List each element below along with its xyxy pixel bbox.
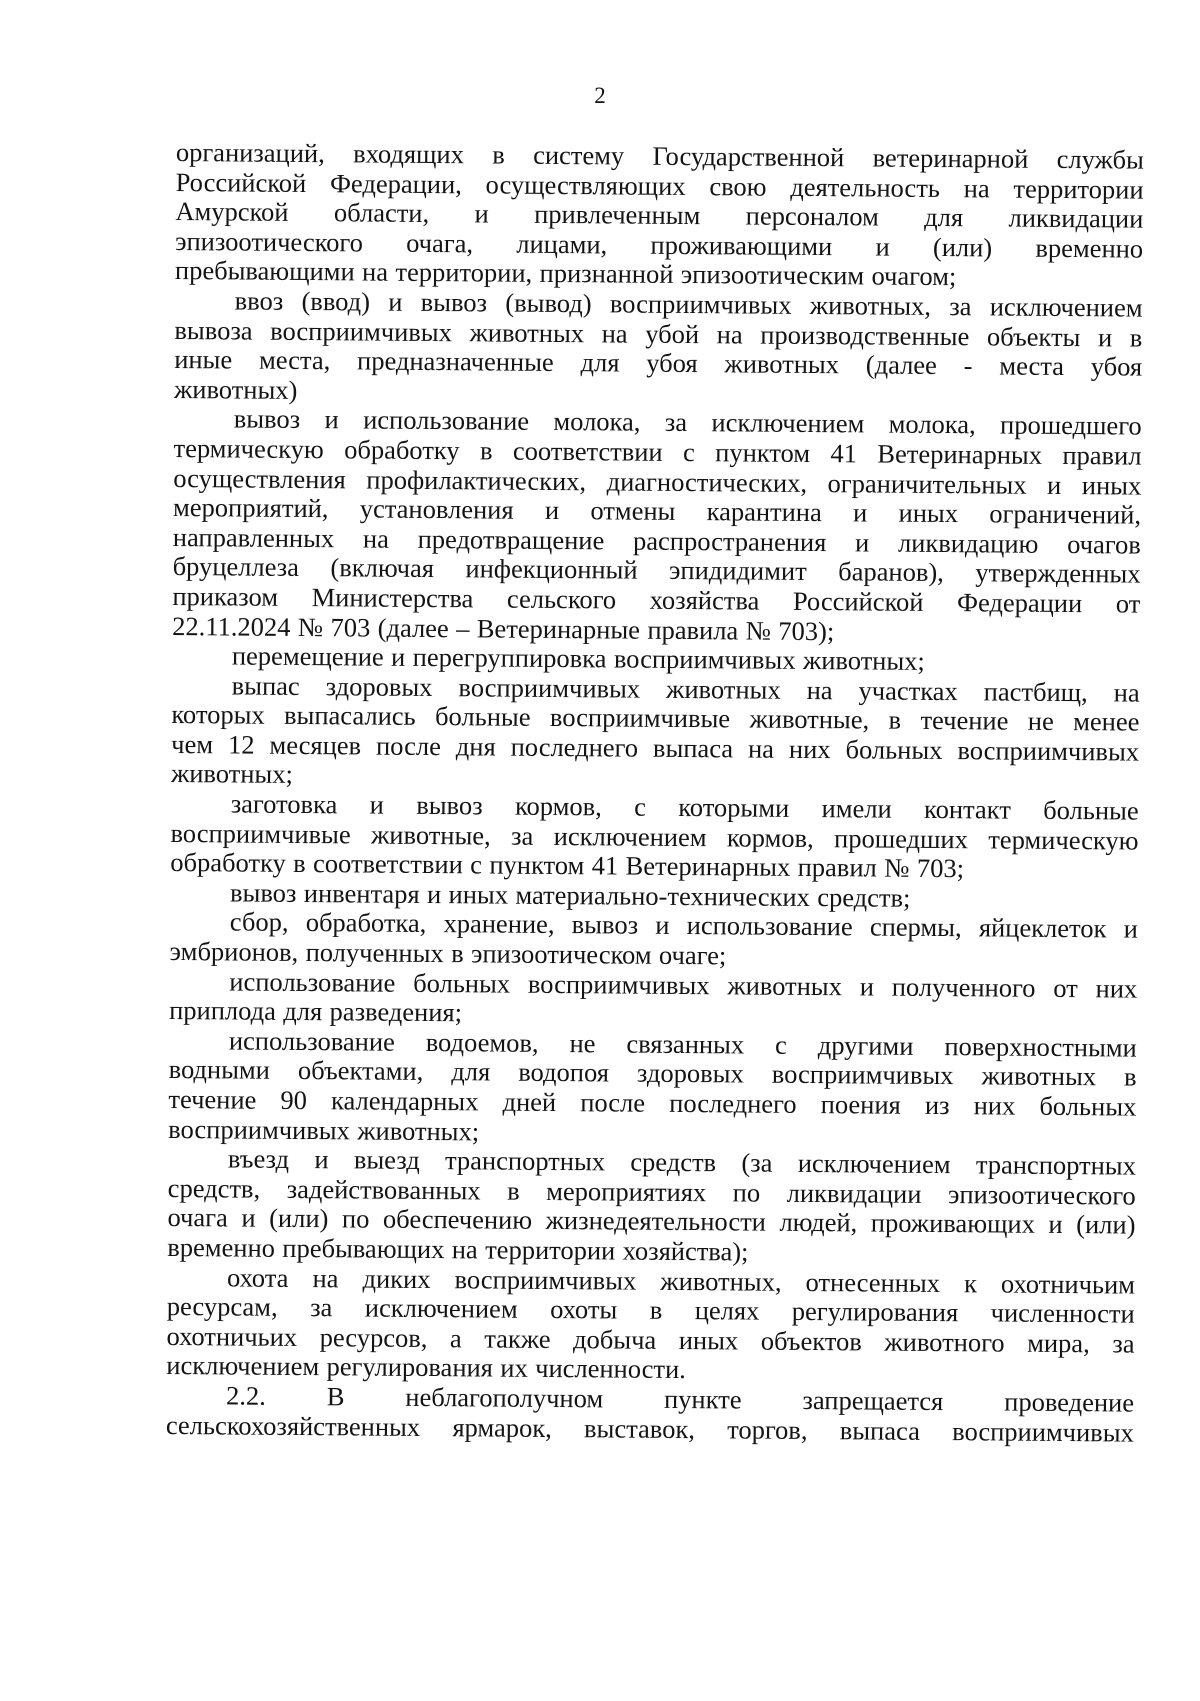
text-line: ресурсам, за исключением охоты в целях регулирования численности — [166, 1291, 1135, 1329]
text-line: эпизоотического очага, лицами, проживающими и (или) временно — [175, 225, 1144, 264]
text-line: сельскохозяйственных ярмарок, выставок, торгов, выпаса восприимчивых — [165, 1409, 1134, 1448]
text-line: использование больных восприимчивых животных и полученного от них — [229, 966, 1138, 1004]
page-number: 2 — [594, 83, 606, 108]
text-line: водными объектами, для водопоя здоровых восприимчивых животных в — [168, 1054, 1137, 1092]
text-line: течение 90 календарных дней после последнего поения из них больных — [168, 1083, 1137, 1122]
text-line: въезд и выезд транспортных средств (за исключением транспортных — [227, 1143, 1137, 1181]
text-line: исключением регулирования их численности. — [166, 1350, 686, 1385]
text-line: выпас здоровых восприимчивых животных на участках пастбищ, на — [231, 670, 1140, 708]
text-line: Российской Федерации, осуществляющих свою деятельность на территории — [175, 166, 1144, 205]
text-line: использование водоемов, не связанных с другими поверхностными — [228, 1025, 1137, 1063]
text-line: восприимчивые животные, за исключением кормов, прошедших термическую — [170, 817, 1139, 856]
text-line: приказом Министерства сельского хозяйства Российской Федерации от — [172, 580, 1141, 619]
text-line: животных) — [173, 373, 298, 405]
document-body — [166, 138, 1144, 1448]
text-line: восприимчивых животных; — [168, 1113, 480, 1147]
text-line: перемещение и перегруппировка восприимчивых животных; — [231, 640, 925, 676]
text-line: охота на диких восприимчивых животных, отнесенных к охотничьим — [226, 1261, 1136, 1300]
text-line: заготовка и вывоз кормов, с которыми имели контакт больные — [230, 788, 1139, 826]
text-line: средств, задействованных в мероприятиях по ликвидации эпизоотического — [167, 1172, 1136, 1211]
text-line: сбор, обработка, хранение, вывоз и использование спермы, яйцеклеток и — [229, 906, 1138, 945]
text-line: которых выпасались больные восприимчивые животные, в течение не менее — [171, 699, 1140, 737]
text-line: вывоз инвентаря и иных материально-технических средств; — [229, 877, 911, 913]
text-line: Амурской области, и привлеченным персоналом для ликвидации — [175, 196, 1144, 234]
text-line: вывоз и использование молока, за исключением молока, прошедшего — [233, 403, 1142, 441]
text-line: эмбрионов, полученных в эпизоотическом очаге; — [169, 936, 727, 971]
text-line: чем 12 месяцев после дня последнего выпаса на них больных восприимчивых — [171, 728, 1140, 767]
text-line: организаций, входящих в систему Государственной ветеринарной службы — [175, 137, 1144, 175]
text-line: вывоза восприимчивых животных на убой на производственные объекты и в — [174, 314, 1143, 353]
text-line: обработку в соответствии с пунктом 41 Ветеринарных правил № 703; — [170, 847, 965, 884]
text-line: охотничьих ресурсов, а также добыча иных объектов животного мира, за — [166, 1320, 1135, 1359]
text-line: термическую обработку в соответствии с пунктом 41 Ветеринарных правил — [173, 432, 1142, 471]
text-line: очага и (или) по обеспечению жизнедеятельности людей, проживающих и (или) — [167, 1202, 1136, 1240]
text-line: животных; — [170, 758, 294, 790]
text-line: ввоз (ввод) и вывоз (вывод) восприимчивых животных, за исключением — [234, 285, 1143, 323]
text-line: направленных на предотвращение распространения и ликвидацию очагов — [172, 521, 1141, 560]
text-line: 22.11.2024 № 703 (далее – Ветеринарные правила № 703); — [172, 610, 835, 646]
text-line: бруцеллеза (включая инфекционный эпидидимит баранов), утвержденных — [172, 551, 1141, 589]
text-line: временно пребывающих на территории хозяйства); — [167, 1231, 749, 1267]
text-line: пребывающими на территории, признанной эпизоотическим очагом; — [174, 255, 957, 292]
text-line: мероприятий, установления и отмены карантина и иных ограничений, — [172, 492, 1142, 530]
text-line: иные места, предназначенные для убоя животных (далее - места убоя — [174, 344, 1143, 382]
text-line: приплода для разведения; — [169, 995, 463, 1028]
text-line: осуществления профилактических, диагностических, ограничительных и иных — [173, 462, 1142, 501]
text-line: 2.2. В неблагополучном пункте запрещается проведение — [226, 1380, 1135, 1418]
